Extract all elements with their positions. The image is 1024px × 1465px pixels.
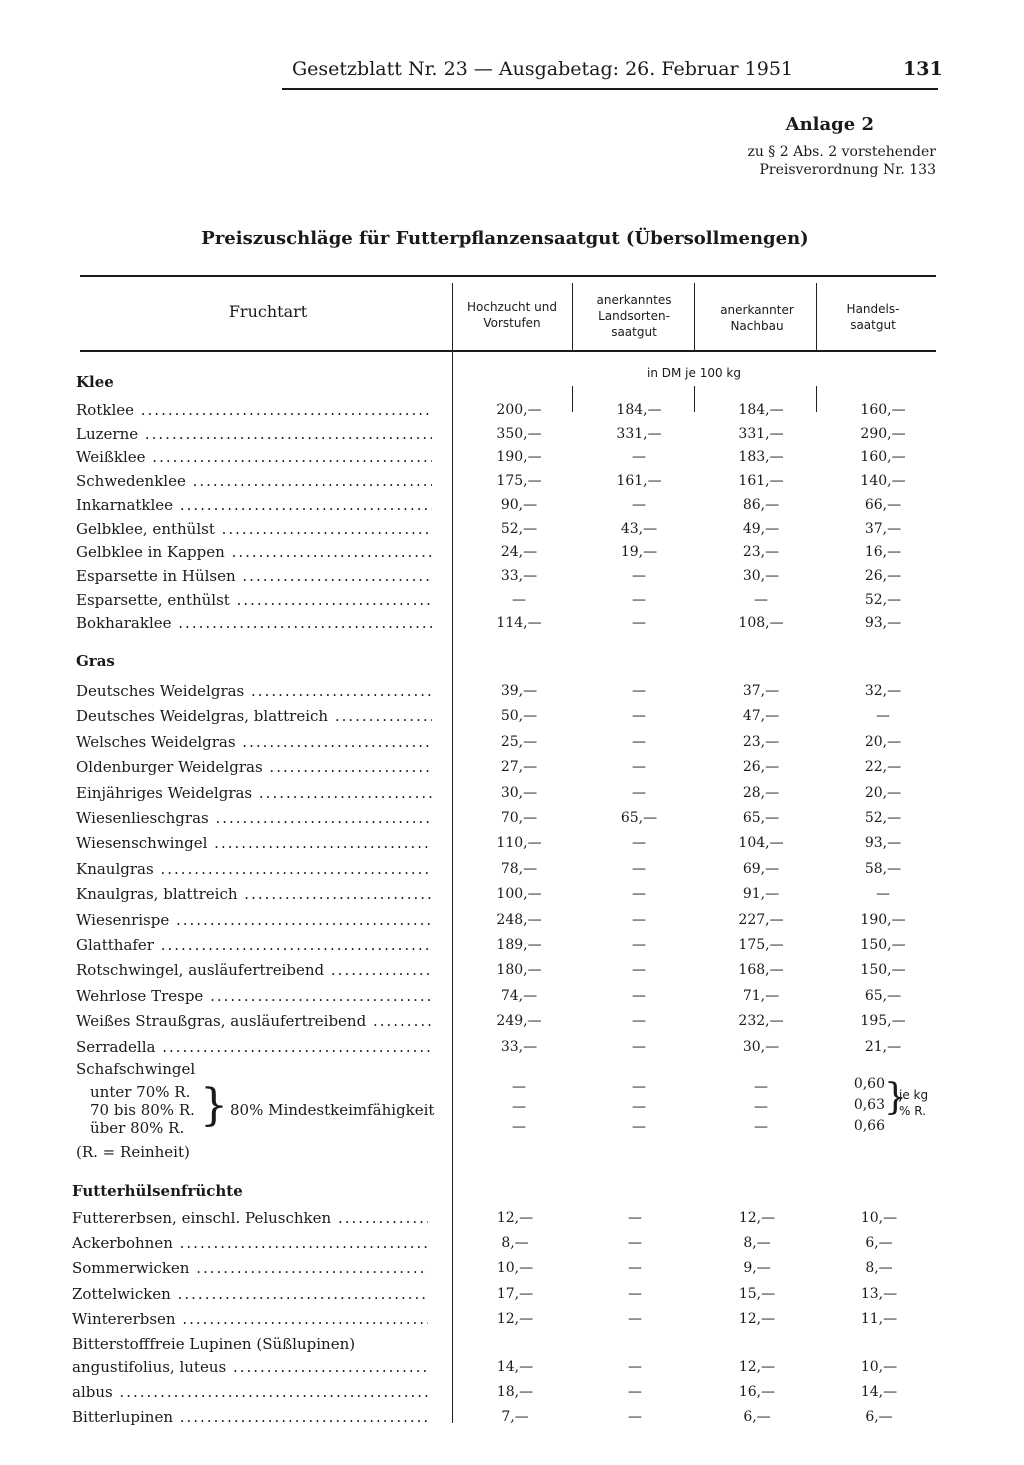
row-label: Gelbklee in Kappen ..... [76, 541, 432, 563]
schafschwingel-unit-note: % R. [899, 1104, 926, 1118]
table-row [72, 1232, 942, 1254]
table-cell: 114,— [496, 615, 542, 632]
header-rule [282, 88, 938, 90]
table-cell: 15,— [738, 1285, 776, 1302]
table-cell: — [628, 1359, 642, 1375]
table-row [72, 1356, 942, 1378]
table-cell: — [632, 835, 646, 852]
table-cell: 30,— [500, 784, 538, 801]
table-cell: 249,— [496, 1013, 542, 1030]
table-cell: 16,— [864, 544, 902, 561]
table-row [76, 565, 946, 587]
row-label: Wiesenrispe ..... [76, 909, 432, 931]
table-row [72, 1207, 942, 1229]
row-label: Welsches Weidelgras ..... [76, 731, 432, 753]
table-cell: 8,— [865, 1260, 893, 1277]
table-cell: 33,— [500, 567, 538, 584]
table-row [72, 1257, 942, 1279]
table-cell: 10,— [860, 1359, 898, 1375]
table-cell: 65,— [620, 810, 658, 826]
table-cell: 66,— [864, 496, 902, 513]
row-label: Knaulgras, blattreich ..... [76, 883, 432, 905]
table-cell: 16,— [738, 1384, 776, 1400]
anlage-ref-line2: Preisverordnung Nr. 133 [759, 162, 936, 178]
table-cell: 23,— [742, 544, 780, 561]
table-cell: 8,— [501, 1235, 529, 1252]
row-label: Wehrlose Trespe ..... [76, 985, 432, 1007]
table-cell: — [628, 1384, 642, 1400]
table-cell: — [632, 683, 646, 699]
schafschwingel-title: Schafschwingel [76, 1060, 196, 1078]
table-cell: 161,— [616, 473, 662, 490]
table-cell: 74,— [500, 987, 538, 1004]
row-label: Schwedenklee ..... [76, 470, 432, 492]
table-cell: 52,— [864, 591, 902, 608]
table-cell: 26,— [864, 567, 902, 584]
table-cell: 189,— [496, 937, 542, 953]
table-cell: 110,— [496, 835, 542, 852]
column-header-hochzucht: Hochzucht und Vorstufen [466, 300, 558, 330]
table-cell: 12,— [496, 1310, 534, 1327]
brace-glyph: } [884, 1077, 907, 1118]
table-cell: — [632, 886, 646, 903]
anlage-ref-line1: zu § 2 Abs. 2 vorstehender [747, 144, 936, 160]
table-row [76, 959, 946, 981]
table-cell: 6,— [865, 1235, 893, 1252]
row-label: Wiesenlieschgras ..... [76, 807, 432, 829]
row-label: Rotschwingel, ausläufertreibend ..... [76, 959, 432, 981]
row-label: Deutsches Weidelgras ..... [76, 680, 432, 702]
row-label: Bokharaklee ..... [76, 612, 432, 634]
table-cell: 10,— [496, 1260, 534, 1277]
table-cell: 17,— [496, 1285, 534, 1302]
section-title-gras: Gras [76, 652, 115, 670]
table-cell: 37,— [864, 520, 902, 537]
table-row [76, 494, 946, 516]
table-cell: 23,— [742, 733, 780, 750]
table-cell: 150,— [860, 937, 906, 953]
row-label: Futtererbsen, einschl. Peluschken ..... [72, 1207, 428, 1229]
table-cell: — [628, 1310, 642, 1327]
table-row [76, 589, 946, 611]
table-row [76, 541, 946, 563]
table-cell: — [632, 1099, 646, 1115]
row-label: Wintererbsen ..... [72, 1308, 428, 1330]
table-cell: 331,— [616, 425, 662, 442]
unit-label: in DM je 100 kg [647, 366, 741, 380]
table-cell: 160,— [860, 449, 906, 466]
table-cell: 10,— [860, 1210, 898, 1226]
row-label: Ackerbohnen ..... [72, 1232, 428, 1254]
section-title-klee: Klee [76, 373, 114, 391]
table-cell: — [628, 1285, 642, 1302]
table-cell: 50,— [500, 708, 538, 725]
table-cell: 0,66 [853, 1118, 885, 1134]
table-cell: — [512, 1079, 526, 1095]
column-header-landsorten: anerkanntes Landsorten-saatgut [596, 293, 672, 339]
table-cell: — [632, 937, 646, 953]
column-header-nachbau: anerkannter Nachbau [720, 303, 794, 333]
table-cell: — [876, 708, 890, 725]
table-cell: 104,— [738, 835, 784, 852]
schafschwingel-unit-note: je kg [899, 1088, 929, 1102]
table-cell: 22,— [864, 759, 902, 776]
page-number: 131 [903, 58, 943, 80]
table-cell: — [632, 615, 646, 632]
table-cell: — [628, 1235, 642, 1252]
table-cell: 25,— [500, 733, 538, 750]
table-cell: 78,— [500, 860, 538, 877]
table-cell: — [512, 591, 526, 608]
table-cell: 28,— [742, 784, 780, 801]
table-cell: 20,— [864, 733, 902, 750]
table-cell: 70,— [500, 810, 538, 826]
table-cell: 6,— [743, 1409, 771, 1425]
table-cell: 30,— [742, 567, 780, 584]
table-cell: 91,— [742, 886, 780, 903]
table-cell: 71,— [742, 987, 780, 1004]
table-cell: — [632, 860, 646, 877]
table-cell: — [754, 1099, 768, 1115]
column-header-handelssaatgut: Handels-saatgut [846, 302, 900, 332]
table-cell: 168,— [738, 962, 784, 979]
table-cell: 33,— [500, 1038, 538, 1055]
table-cell: — [628, 1409, 642, 1425]
reinheit-legend: (R. = Reinheit) [76, 1143, 190, 1161]
table-cell: — [632, 987, 646, 1004]
table-row [76, 1010, 946, 1032]
row-label: Zottelwicken ..... [72, 1283, 428, 1305]
table-cell: 9,— [743, 1260, 771, 1277]
table-row [76, 934, 946, 956]
brace-glyph: } [200, 1080, 228, 1131]
table-cell: — [754, 1079, 768, 1095]
schafschwingel-line: 70 bis 80% R. [90, 1101, 195, 1119]
table-cell: 161,— [738, 473, 784, 490]
schafschwingel-note: 80% Mindestkeimfähigkeit [230, 1101, 435, 1119]
table-cell: 12,— [496, 1210, 534, 1226]
table-row [76, 858, 946, 880]
table-cell: 39,— [500, 683, 538, 699]
table-row [72, 1308, 942, 1330]
table-cell: — [754, 591, 768, 608]
table-row [76, 612, 946, 634]
table-cell: — [632, 708, 646, 725]
table-cell: 19,— [620, 544, 658, 561]
table-cell: 52,— [864, 810, 902, 826]
row-label: Glatthafer ..... [76, 934, 432, 956]
table-cell: 13,— [860, 1285, 898, 1302]
schafschwingel-line: über 80% R. [90, 1119, 185, 1137]
row-label: Oldenburger Weidelgras ..... [76, 756, 432, 778]
table-cell: — [632, 496, 646, 513]
row-label: Gelbklee, enthülst ..... [76, 518, 432, 540]
table-cell: — [632, 1038, 646, 1055]
table-cell: 195,— [860, 1013, 906, 1030]
table-row [76, 470, 946, 492]
table-cell: 290,— [860, 425, 906, 442]
table-cell: 6,— [865, 1409, 893, 1425]
table-cell: 26,— [742, 759, 780, 776]
table-row [76, 807, 946, 829]
table-cell: 180,— [496, 962, 542, 979]
table-cell: — [632, 962, 646, 979]
row-label: Deutsches Weidelgras, blattreich ..... [76, 705, 432, 727]
table-cell: 175,— [496, 473, 542, 490]
row-label: albus ..... [72, 1381, 428, 1403]
lupinen-subtitle: Bitterstofffreie Lupinen (Süßlupinen) [72, 1335, 356, 1353]
table-cell: 93,— [864, 835, 902, 852]
row-label: angustifolius, luteus ..... [72, 1356, 428, 1378]
table-cell: 0,63 [853, 1097, 885, 1113]
table-row [76, 985, 946, 1007]
table-cell: 8,— [743, 1235, 771, 1252]
table-cell: 30,— [742, 1038, 780, 1055]
table-cell: — [632, 567, 646, 584]
table-cell: 65,— [864, 987, 902, 1004]
table-cell: 160,— [860, 402, 906, 418]
table-cell: — [632, 784, 646, 801]
page-header-title: Gesetzblatt Nr. 23 — Ausgabetag: 26. Februar 1951 [292, 58, 793, 80]
table-cell: 27,— [500, 759, 538, 776]
table-row [76, 446, 946, 468]
table-cell: — [632, 733, 646, 750]
row-label: Luzerne ..... [76, 423, 432, 445]
column-divider [694, 283, 695, 350]
table-row [72, 1406, 942, 1428]
table-cell: 14,— [860, 1384, 898, 1400]
table-cell: 190,— [496, 449, 542, 466]
table-cell: 18,— [496, 1384, 534, 1400]
table-cell: 90,— [500, 496, 538, 513]
row-label: Einjähriges Weidelgras ..... [76, 782, 432, 804]
table-cell: 12,— [738, 1310, 776, 1327]
column-divider [816, 283, 817, 350]
row-label: Esparsette in Hülsen ..... [76, 565, 432, 587]
table-cell: 150,— [860, 962, 906, 979]
table-cell: 184,— [616, 402, 662, 418]
table-cell: 24,— [500, 544, 538, 561]
table-row [76, 518, 946, 540]
table-cell: 350,— [496, 425, 542, 442]
row-label: Knaulgras ..... [76, 858, 432, 880]
table-cell: 0,60 [853, 1076, 885, 1092]
row-label: Weißklee ..... [76, 446, 432, 468]
table-cell: 200,— [496, 402, 542, 418]
table-cell: — [632, 449, 646, 466]
table-cell: 12,— [738, 1210, 776, 1226]
row-label: Esparsette, enthülst ..... [76, 589, 432, 611]
table-cell: 65,— [742, 810, 780, 826]
table-cell: 32,— [864, 683, 902, 699]
table-cell: 43,— [620, 520, 658, 537]
table-cell: 37,— [742, 683, 780, 699]
table-cell: — [632, 1119, 646, 1135]
table-cell: 140,— [860, 473, 906, 490]
table-top-rule [80, 275, 936, 277]
table-row [72, 1283, 942, 1305]
column-header-fruchtart: Fruchtart [228, 302, 308, 321]
table-cell: 227,— [738, 911, 784, 928]
table-cell: — [754, 1119, 768, 1135]
table-cell: — [876, 886, 890, 903]
table-row [76, 782, 946, 804]
table-cell: 11,— [860, 1310, 898, 1327]
table-row [76, 731, 946, 753]
row-label: Wiesenschwingel ..... [76, 832, 432, 854]
table-cell: 175,— [738, 937, 784, 953]
schafschwingel-line: unter 70% R. [90, 1083, 191, 1101]
table-cell: 248,— [496, 911, 542, 928]
row-label: Weißes Straußgras, ausläufertreibend ..... [76, 1010, 432, 1032]
table-cell: 108,— [738, 615, 784, 632]
table-row [76, 399, 946, 421]
table-row [76, 1036, 946, 1058]
table-cell: 69,— [742, 860, 780, 877]
table-title: Preiszuschläge für Futterpflanzensaatgut (Übersollmengen) [201, 228, 809, 249]
row-label: Sommerwicken ..... [72, 1257, 428, 1279]
row-label: Inkarnatklee ..... [76, 494, 432, 516]
table-cell: 12,— [738, 1359, 776, 1375]
table-cell: 183,— [738, 449, 784, 466]
table-cell: 93,— [864, 615, 902, 632]
table-row [76, 756, 946, 778]
table-cell: — [628, 1210, 642, 1226]
table-cell: — [632, 1079, 646, 1095]
table-row [76, 423, 946, 445]
column-divider [572, 283, 573, 350]
table-cell: 232,— [738, 1013, 784, 1030]
table-cell: — [512, 1099, 526, 1115]
table-cell: — [632, 1013, 646, 1030]
row-label: Bitterlupinen ..... [72, 1406, 428, 1428]
table-cell: 49,— [742, 520, 780, 537]
table-cell: — [632, 911, 646, 928]
table-cell: — [632, 591, 646, 608]
table-row [76, 832, 946, 854]
row-label: Rotklee ..... [76, 399, 432, 421]
table-cell: 190,— [860, 911, 906, 928]
section-title-futterhuelsenfruechte: Futterhülsenfrüchte [72, 1182, 243, 1200]
table-cell: 21,— [864, 1038, 902, 1055]
table-cell: 14,— [496, 1359, 534, 1375]
table-cell: 52,— [500, 520, 538, 537]
table-row [76, 909, 946, 931]
table-cell: — [632, 759, 646, 776]
table-cell: — [628, 1260, 642, 1277]
table-cell: 86,— [742, 496, 780, 513]
table-cell: 58,— [864, 860, 902, 877]
table-cell: 7,— [501, 1409, 529, 1425]
table-row [72, 1381, 942, 1403]
table-cell: 47,— [742, 708, 780, 725]
table-cell: 331,— [738, 425, 784, 442]
table-row [76, 680, 946, 702]
table-cell: 184,— [738, 402, 784, 418]
table-row [76, 705, 946, 727]
table-row [76, 883, 946, 905]
row-label: Serradella ..... [76, 1036, 432, 1058]
table-cell: — [512, 1119, 526, 1135]
table-cell: 20,— [864, 784, 902, 801]
table-cell: 100,— [496, 886, 542, 903]
anlage-title: Anlage 2 [785, 114, 874, 135]
table-header-rule [80, 350, 936, 352]
